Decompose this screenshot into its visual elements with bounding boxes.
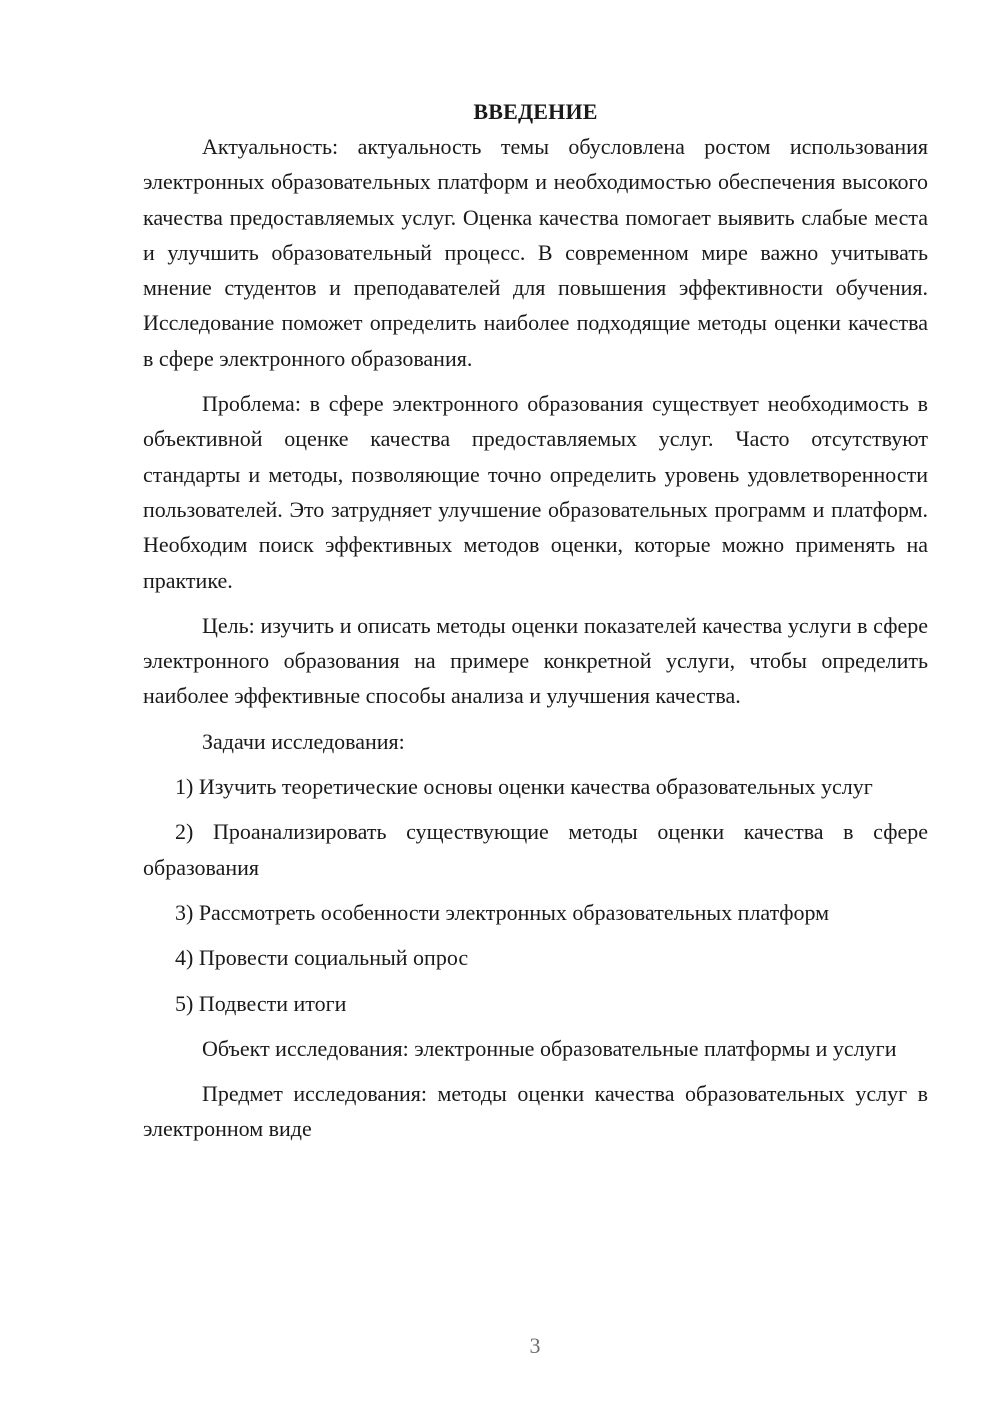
paragraph-subject: Предмет исследования: методы оценки качества образовательных услуг в электронном виде bbox=[143, 1081, 928, 1142]
paragraph-goal: Цель: изучить и описать методы оценки показателей качества услуги в сфере электронного образования на примере конкретной услуги, чтобы определить наиболее эффективные способы анализа и улучшения качества. bbox=[143, 612, 928, 709]
paragraph-relevance: Актуальность: актуальность темы обусловлена ростом использования электронных образовательных платформ и необходимостью обеспечения высокого качества предоставляемых услуг. Оценка качества помогает выявить слабые места и улучшить образовательный процесс. В современном мире важно учитывать мнение студентов и преподавателей для повышения эффективности обучения. Исследование поможет определить наиболее подходящие методы оценки качества в сфере электронного образования. bbox=[143, 134, 928, 371]
list-item: 5) Подвести итоги bbox=[175, 990, 347, 1016]
page-number: 3 bbox=[529, 1333, 541, 1358]
list-item: 2) Проанализировать существующие методы оценки качества в сфере образования bbox=[143, 819, 928, 880]
paragraph-object: Объект исследования: электронные образовательные платформы и услуги bbox=[202, 1035, 897, 1061]
list-item: 4) Провести социальный опрос bbox=[175, 945, 469, 971]
section-title: ВВЕДЕНИЕ bbox=[473, 99, 598, 124]
tasks-heading: Задачи исследования: bbox=[202, 728, 405, 754]
list-item: 3) Рассмотреть особенности электронных образовательных платформ bbox=[175, 899, 830, 925]
paragraph-problem: Проблема: в сфере электронного образования существует необходимость в объективной оценке качества предоставляемых услуг. Часто отсутствуют стандарты и методы, позволяющие точно определить уровень удовлетворенности пользователей. Это затрудняет улучшение образовательных программ и платформ. Необходим поиск эффективных методов оценки, которые можно применять на практике. bbox=[143, 391, 928, 593]
list-item: 1) Изучить теоретические основы оценки качества образовательных услуг bbox=[175, 774, 873, 800]
document-page bbox=[143, 94, 928, 1147]
